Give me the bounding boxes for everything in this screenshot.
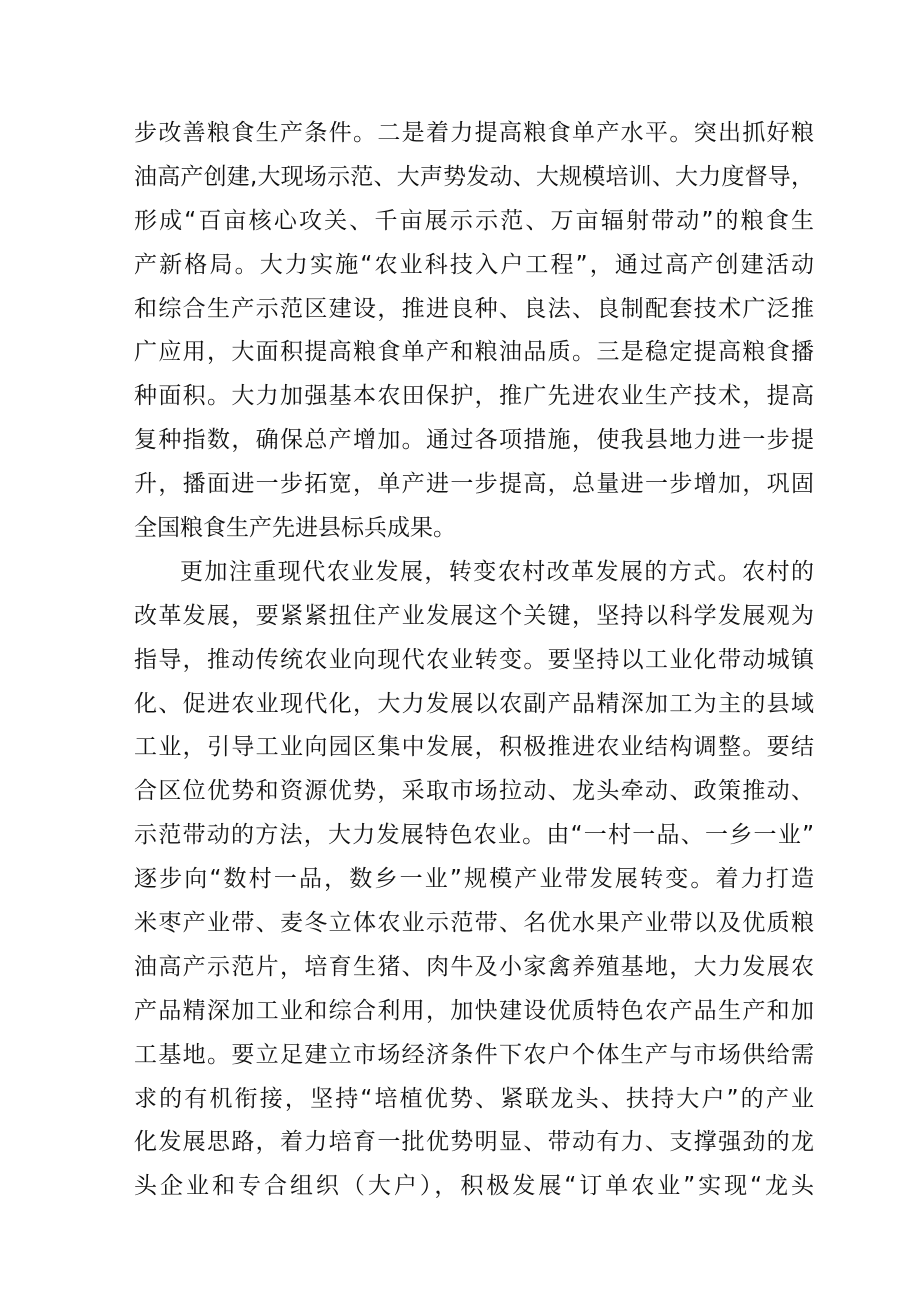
paragraph-2-line-12: 工基地。要立足建立市场经济条件下农户个体生产与市场供给需 (134, 1041, 814, 1068)
paragraph-2-line-7: 示范带动的方法，大力发展特色农业。由“一村一品、一乡一业” (134, 822, 814, 849)
paragraph-2-line-3: 指导，推动传统农业向现代农业转变。要坚持以工业化带动城镇 (134, 646, 814, 673)
paragraph-2-line-8: 逐步向“数村一品，数乡一业”规模产业带发展转变。着力打造 (134, 866, 814, 893)
paragraph-1-line-8: 复种指数，确保总产增加。通过各项措施，使我县地力进一步提 (134, 427, 814, 454)
paragraph-2-line-13: 求的有机衔接，坚持“培植优势、紧联龙头、扶持大户”的产业 (134, 1085, 814, 1112)
document-body (134, 112, 814, 1209)
paragraph-1-line-4: 产新格局。大力实施“农业科技入户工程”，通过高产创建活动 (134, 251, 814, 278)
paragraph-2-line-14: 化发展思路，着力培育一批优势明显、带动有力、支撑强劲的龙 (134, 1129, 814, 1156)
paragraph-1-line-9: 升，播面进一步拓宽，单产进一步提高，总量进一步增加，巩固 (134, 471, 814, 498)
paragraph-2-line-4: 化、促进农业现代化，大力发展以农副产品精深加工为主的县域 (134, 690, 814, 717)
paragraph-2 (134, 551, 814, 1209)
paragraph-1-line-2: 油高产创建,大现场示范、大声势发动、大规模培训、大力度督导， (134, 163, 814, 190)
paragraph-1-line-5: 和综合生产示范区建设，推进良种、良法、良制配套技术广泛推 (134, 295, 814, 322)
paragraph-1-line-6: 广应用，大面积提高粮食单产和粮油品质。三是稳定提高粮食播 (134, 339, 814, 366)
paragraph-1 (134, 112, 814, 551)
paragraph-2-line-11: 产品精深加工业和综合利用，加快建设优质特色农产品生产和加 (134, 997, 814, 1024)
paragraph-2-line-15: 头企业和专合组织（大户），积极发展“订单农业”实现“龙头 (134, 1173, 814, 1200)
paragraph-2-line-10: 油高产示范片，培育生猪、肉牛及小家禽养殖基地，大力发展农 (134, 953, 814, 980)
paragraph-1-line-1: 步改善粮食生产条件。二是着力提高粮食单产水平。突出抓好粮 (134, 120, 814, 146)
paragraph-2-line-9: 米枣产业带、麦冬立体农业示范带、名优水果产业带以及优质粮 (134, 910, 814, 937)
paragraph-2-line-2: 改革发展，要紧紧扭住产业发展这个关键，坚持以科学发展观为 (134, 602, 814, 629)
paragraph-2-line-5: 工业，引导工业向园区集中发展，积极推进农业结构调整。要结 (134, 734, 814, 761)
paragraph-1-line-3: 形成“百亩核心攻关、千亩展示示范、万亩辐射带动”的粮食生 (134, 207, 814, 234)
paragraph-2-line-6: 合区位优势和资源优势，采取市场拉动、龙头牵动、政策推动、 (134, 778, 814, 805)
paragraph-1-line-7: 种面积。大力加强基本农田保护，推广先进农业生产技术，提高 (134, 383, 814, 410)
paragraph-1-line-10: 全国粮食生产先进县标兵成果。 (134, 515, 456, 542)
paragraph-2-line-1: 更加注重现代农业发展，转变农村改革发展的方式。农村的 (180, 558, 814, 585)
